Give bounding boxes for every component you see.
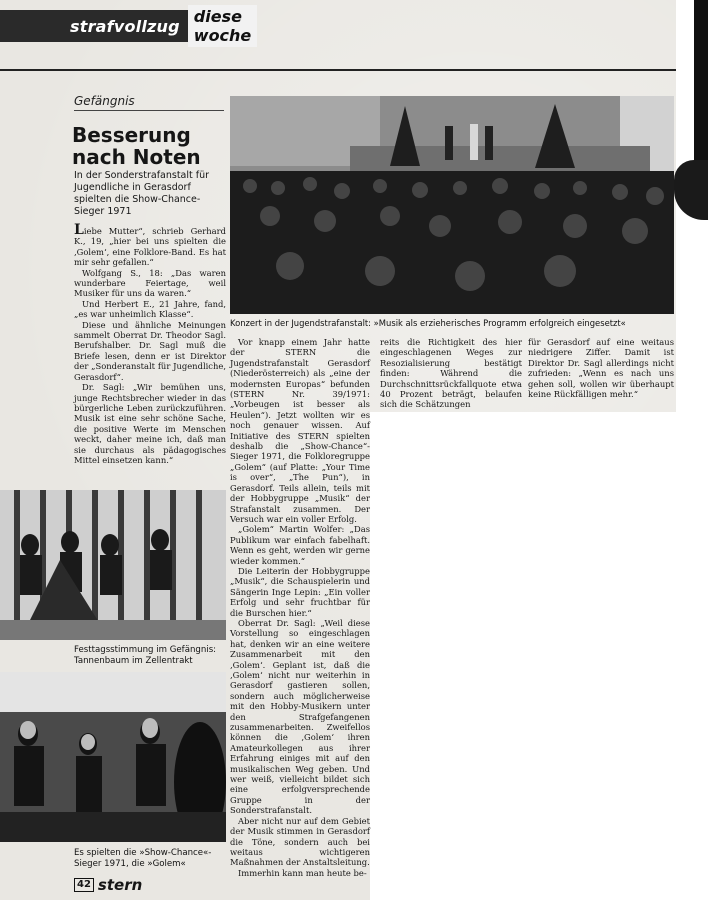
torn-away-area: [370, 412, 676, 900]
section-masthead: [0, 7, 252, 45]
paragraph: Immerhin kann man heute be-: [238, 867, 367, 878]
paragraph: für Gerasdorf auf eine weitaus niedrigere Ziffer. Damit ist Direktor Dr. Sagl allerdings nicht zufrieden: „Wenn es nach uns gehen soll, wollen wir überhaupt keine Rückfälligen mehr.“: [528, 337, 674, 400]
article-column-4: [528, 337, 674, 399]
cell-photo: [0, 490, 226, 640]
paragraph: „Golem“ Martin Wolfer: „Das Publikum war einfach fabelhaft. Wenn es geht, werden wir gerne wieder kommen.“: [230, 524, 370, 566]
drop-cap: L: [74, 222, 84, 238]
magazine-brand: stern: [97, 876, 143, 894]
page-footer: [74, 876, 142, 894]
article-column-3: [380, 337, 522, 410]
paragraph: Vor knapp einem Jahr hatte der STERN die Jugendstrafanstalt Gerasdorf (Niederösterreich) als „eine der modernsten Europas“ befunden (STERN Nr. 39/1971: „Vorbeugen ist besser als Heulen“). Jetzt wollten wir es noch genauer wissen. Auf Initiative des STERN spielten deshalb die „Show-Chance“-Sieger 1971, die Folkloregruppe „Golem“ (auf Platte: „Your Time is over“, „The Pun“), in Gerasdorf. Teils allein, teils mit der Hobbygruppe „Musik“ der Strafanstalt zusammen. Der Versuch war ein voller Erfolg.: [230, 337, 370, 524]
headline-line-2: nach Noten: [72, 145, 201, 169]
paragraph: Oberrat Dr. Sagl: „Weil diese Vorstellung so eingeschlagen hat, denken wir an eine weitere Zusammenarbeit mit den ‚Golem‘. Geplant ist, daß die ‚Golem‘ nicht nur weiterhin in Gerasdorf gastieren sollen, sondern auch möglicherweise mit den Hobby-Musikern unter den Strafgefangenen zusammenarbeiten. Zweifellos können die ‚Golem‘ ihren Amateurkollegen aus ihrer Erfahrung einiges mit auf den musikalischen Weg geben. Und wer weiß, vielleicht bildet sich eine erfolgversprechende Gruppe in der Sonderstrafanstalt.: [230, 617, 370, 816]
header-rule: [0, 69, 676, 71]
article-column-1: [74, 222, 226, 465]
headline-line-1: Besserung: [72, 123, 191, 147]
paragraph: Aber nicht nur auf dem Gebiet der Musik stimmen in Gerasdorf die Töne, sondern auch bei weitaus wichtigeren Maßnahmen der Anstaltsleitung.: [230, 815, 370, 868]
article-headline: [72, 124, 232, 168]
article-kicker: Gefängnis: [74, 94, 135, 108]
issue-label: diese woche: [188, 5, 258, 47]
band-photo: [0, 672, 226, 842]
kicker-rule: [74, 110, 224, 111]
page-number: 42: [74, 878, 94, 892]
paragraph: Dr. Sagl: „Wir bemühen uns, junge Rechtsbrecher wieder in das bürgerliche Leben zurückzuführen. Musik ist eine sehr schöne Sache, die positive Werte im Menschen weckt, daher meine ich, daß man sie durchaus als pädagogisches Mittel einsetzen kann.“: [74, 382, 226, 465]
section-label: strafvollzug: [70, 16, 180, 36]
concert-photo-caption: Konzert in der Jugendstrafanstalt: »Musik als erzieherisches Programm erfolgreich eingesetzt«: [230, 318, 626, 328]
paragraph: Und Herbert E., 21 Jahre, fand, „es war unheimlich Klasse“.: [74, 298, 226, 320]
paragraph-text: iebe Mutter“, schrieb Gerhard K., 19, „hier bei uns spielten die ‚Golem‘, eine Folklore-Band. Es hat mir sehr gefallen.“: [74, 226, 226, 268]
concert-photo: [230, 96, 674, 314]
article-deck: In der Sonderstrafanstalt für Jugendliche in Gerasdorf spielten die Show-Chance-Sieger 1971: [74, 170, 210, 217]
paragraph: Wolfgang S., 18: „Das waren wunderbare Feiertage, weil Musiker für uns da waren.“: [74, 267, 226, 299]
scan-edge: [694, 0, 708, 160]
paragraph: reits die Richtigkeit des hier eingeschlagenen Weges zur Resozialisierung bestätigt finden: Während die Durchschnittsrückfallquote etwa 40 Prozent beträgt, belaufen sich die Schätzungen: [380, 337, 522, 410]
paragraph: Diese und ähnliche Meinungen sammelt Oberrat Dr. Theodor Sagl. Berufshalber. Dr. Sagl muß die Briefe lesen, denn er ist Direktor der „Sonderanstalt für Jugendliche, Gerasdorf“.: [74, 319, 226, 382]
paragraph: [74, 222, 226, 268]
cell-photo-caption: Festtagsstimmung im Gefängnis: Tannenbaum im Zellentrakt: [74, 645, 217, 666]
band-photo-caption: Es spielten die »Show-Chance«-Sieger 1971, die »Golem«: [74, 848, 212, 869]
article-column-2: [230, 337, 370, 878]
paragraph: Die Leiterin der Hobbygruppe „Musik“, die Schauspielerin und Sängerin Inge Lepin: „Ein voller Erfolg und sehr fruchtbar für die Burschen hier.“: [230, 565, 370, 618]
